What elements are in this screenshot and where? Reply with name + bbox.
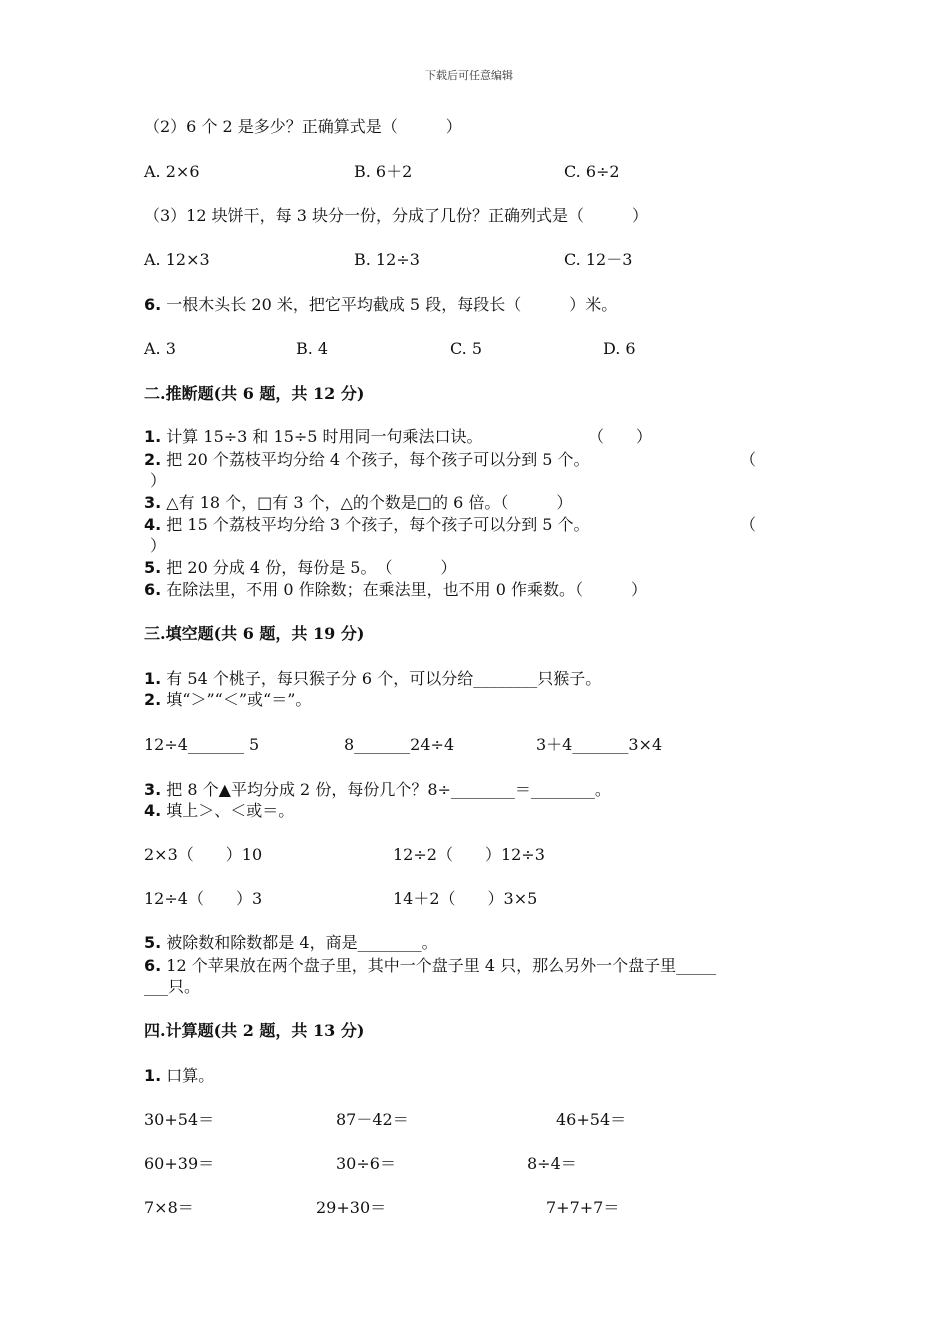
fill-item-6-continued: ___只。	[144, 977, 201, 996]
fill-item-4	[144, 801, 294, 821]
calc-expr: 60+39＝	[144, 1154, 215, 1173]
calc-expr: 30+54＝	[144, 1110, 215, 1129]
item-text: 计算 15÷3 和 15÷5 时用同一句乘法口诀。	[161, 427, 483, 446]
item-number: 6.	[144, 956, 162, 975]
item-number: 4.	[144, 515, 162, 534]
section-2-title: 二.推断题(共 6 题，共 12 分)	[144, 384, 365, 403]
option-c: C. 12－3	[564, 250, 633, 269]
option-d: D. 6	[603, 339, 636, 358]
option-a: A. 3	[144, 339, 176, 358]
item-number: 3.	[144, 493, 162, 512]
question-2-text: （2）6 个 2 是多少？正确算式是（ ）	[144, 117, 462, 136]
item-number: 5.	[144, 933, 162, 952]
option-b: B. 12÷3	[354, 250, 420, 269]
compare-expr: 12÷4_______ 5	[144, 735, 260, 754]
compare-expr: 2×3（ ）10	[144, 845, 263, 864]
item-text: 口算。	[161, 1066, 215, 1085]
option-b: B. 6＋2	[354, 162, 413, 181]
option-a: A. 2×6	[144, 162, 200, 181]
compare-expr: 14＋2（ ）3×5	[393, 889, 538, 908]
compare-expr: 12÷4（ ）3	[144, 889, 263, 908]
calc-expr: 46+54＝	[556, 1110, 627, 1129]
item-text: 12 个苹果放在两个盘子里，其中一个盘子里 4 只，那么另外一个盘子里_____	[161, 956, 717, 975]
fill-item-2	[144, 690, 311, 710]
item-number: 1.	[144, 427, 162, 446]
fill-item-6	[144, 956, 716, 976]
item-text: 把 8 个▲平均分成 2 份，每份几个？8÷________＝________。	[161, 780, 611, 799]
option-c: C. 6÷2	[564, 162, 620, 181]
question-number: 6.	[144, 295, 162, 314]
item-number: 2.	[144, 450, 162, 469]
calc-expr: 29+30＝	[316, 1198, 387, 1217]
fill-item-3	[144, 780, 611, 800]
compare-expr: 8_______24÷4	[344, 735, 455, 754]
answer-paren-open: （	[740, 450, 757, 469]
option-c: C. 5	[450, 339, 483, 358]
judge-item-3	[144, 493, 572, 513]
calc-expr: 8÷4＝	[527, 1154, 577, 1173]
calc-expr: 7×8＝	[144, 1198, 194, 1217]
judge-item-5	[144, 558, 456, 578]
section-3-title: 三.填空题(共 6 题，共 19 分)	[144, 624, 365, 643]
answer-paren-open: （	[740, 515, 757, 534]
item-text: 填上＞、＜或＝。	[161, 801, 295, 820]
item-number: 2.	[144, 690, 162, 709]
item-text: △有 18 个，□有 3 个，△的个数是□的 6 倍。（ ）	[161, 493, 573, 512]
answer-paren: （ ）	[588, 427, 653, 446]
option-a: A. 12×3	[144, 250, 210, 269]
option-b: B. 4	[296, 339, 329, 358]
item-text: 有 54 个桃子，每只猴子分 6 个，可以分给________只猴子。	[161, 669, 602, 688]
judge-item-6	[144, 580, 647, 600]
item-text: 被除数和除数都是 4，商是________。	[161, 933, 438, 952]
item-number: 1.	[144, 1066, 162, 1085]
judge-item-2	[144, 450, 590, 470]
judge-item-4	[144, 515, 590, 535]
question-6	[144, 295, 617, 315]
item-number: 4.	[144, 801, 162, 820]
calc-expr: 87－42＝	[336, 1110, 409, 1129]
fill-item-5	[144, 933, 438, 953]
item-number: 1.	[144, 669, 162, 688]
question-text: 一根木头长 20 米，把它平均截成 5 段，每段长（ ）米。	[161, 295, 618, 314]
item-number: 5.	[144, 558, 162, 577]
answer-paren-close: ）	[150, 536, 167, 555]
item-number: 6.	[144, 580, 162, 599]
calc-expr: 30÷6＝	[336, 1154, 396, 1173]
answer-paren-close: ）	[150, 471, 167, 490]
item-text: 在除法里，不用 0 作除数；在乘法里，也不用 0 作乘数。（ ）	[161, 580, 648, 599]
fill-item-1	[144, 669, 601, 689]
item-text: 填“＞”“＜”或“＝”。	[161, 690, 312, 709]
question-3-text: （3）12 块饼干，每 3 块分一份，分成了几份？正确列式是（ ）	[144, 206, 648, 225]
item-text: 把 15 个荔枝平均分给 3 个孩子，每个孩子可以分到 5 个。	[161, 515, 590, 534]
calc-expr: 7+7+7＝	[546, 1198, 620, 1217]
section-4-title: 四.计算题(共 2 题，共 13 分)	[144, 1021, 365, 1040]
judge-item-1	[144, 427, 483, 447]
calc-item-1	[144, 1066, 214, 1086]
compare-expr: 3＋4_______3×4	[536, 735, 663, 754]
item-text: 把 20 分成 4 份，每份是 5。 （ ）	[161, 558, 457, 577]
item-text: 把 20 个荔枝平均分给 4 个孩子，每个孩子可以分到 5 个。	[161, 450, 590, 469]
compare-expr: 12÷2（ ）12÷3	[393, 845, 545, 864]
item-number: 3.	[144, 780, 162, 799]
page-header: 下载后可任意编辑	[425, 69, 513, 82]
